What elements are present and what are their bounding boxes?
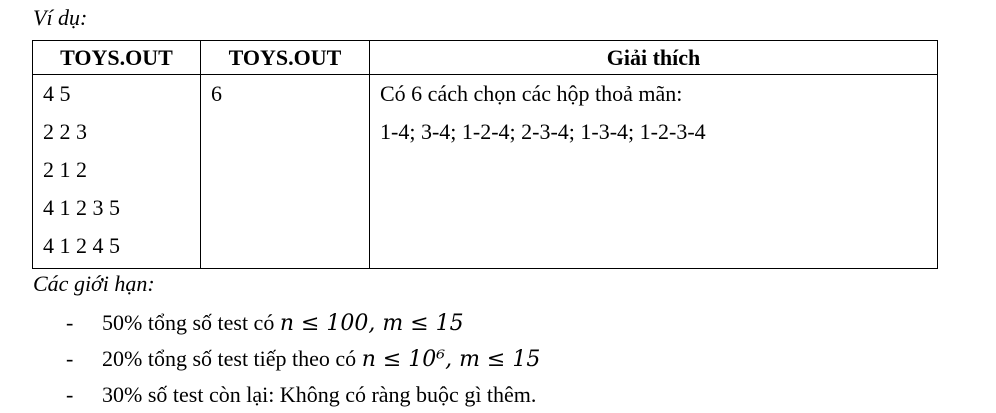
list-bullet: - (66, 346, 74, 371)
table-row (33, 75, 938, 269)
list-bullet: - (66, 310, 74, 335)
limits-label: Các giới hạn: (33, 271, 155, 296)
output-line: 6 (211, 81, 222, 106)
limit-description: 30% số test còn lại: Không có ràng buộc gì thêm. (102, 382, 537, 407)
limit-text (102, 341, 540, 378)
input-line: 2 2 3 (43, 119, 87, 144)
input-cell (33, 75, 201, 269)
output-cell (201, 75, 370, 269)
input-line: 4 1 2 4 5 (43, 233, 120, 258)
explanation-line: Có 6 cách chọn các hộp thoả mãn: (380, 81, 683, 106)
example-label: Ví dụ: (33, 5, 88, 30)
list-bullet: - (66, 382, 74, 407)
input-line: 4 1 2 3 5 (43, 195, 120, 220)
explanation-line: 1-4; 3-4; 1-2-4; 2-3-4; 1-3-4; 1-2-3-4 (380, 119, 706, 144)
header-explanation: Giải thích (370, 41, 938, 75)
limit-math: n ≤ 10⁶, m ≤ 15 (361, 347, 541, 372)
input-line: 4 5 (43, 81, 71, 106)
limit-description: 50% tổng số test có (102, 310, 280, 335)
limit-math: n ≤ 100, m ≤ 15 (279, 311, 464, 336)
table-header-row (33, 41, 938, 75)
limit-text (102, 377, 536, 413)
limit-description: 20% tổng số test tiếp theo có (102, 346, 362, 371)
example-table (32, 40, 938, 269)
input-line: 2 1 2 (43, 157, 87, 182)
explanation-cell (370, 75, 938, 269)
limit-text (102, 305, 464, 342)
header-output-file: TOYS.OUT (201, 41, 370, 75)
header-input-file: TOYS.OUT (33, 41, 201, 75)
